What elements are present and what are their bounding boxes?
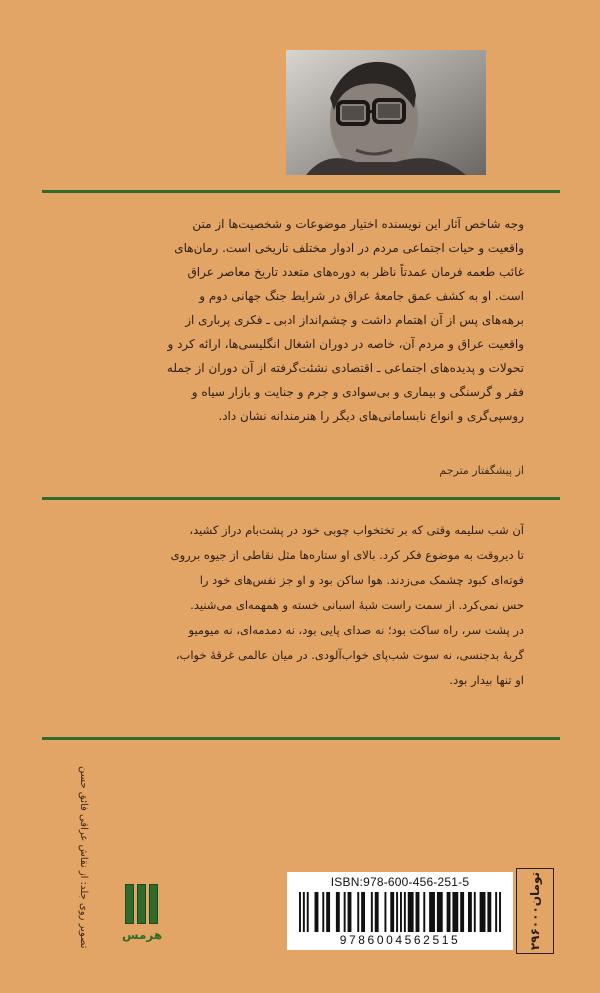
excerpt-line: گربهٔ بدجنسی، نه سوت شب‌پای خواب‌آلودی. در میان عالمی غرقهٔ خواب، bbox=[175, 648, 524, 662]
author-portrait-image bbox=[286, 50, 486, 175]
barcode bbox=[287, 872, 513, 950]
barcode-bar bbox=[315, 892, 319, 932]
barcode-bar bbox=[487, 892, 491, 932]
barcode-bar bbox=[384, 892, 386, 932]
barcode-bar bbox=[390, 892, 394, 932]
barcode-bar bbox=[326, 892, 330, 932]
barcode-bar bbox=[429, 892, 435, 932]
intro-line: تحولات و پدیده‌های اجتماعی ـ اقتصادی نشئت‌گرفته از آن دوران از جمله bbox=[166, 361, 524, 375]
bottom-divider bbox=[42, 737, 560, 740]
barcode-bar bbox=[495, 892, 497, 932]
intro-line: وجه شاخص آثار این نویسنده اختیار موضوعات و شخصیت‌ها از متن bbox=[192, 217, 524, 231]
barcode-bar bbox=[480, 892, 486, 932]
barcode-bar bbox=[299, 892, 301, 932]
middle-divider bbox=[42, 497, 560, 500]
intro-paragraph bbox=[60, 212, 524, 428]
barcode-bar bbox=[437, 892, 443, 932]
barcode-bar bbox=[371, 892, 373, 932]
barcode-bar bbox=[400, 892, 402, 932]
barcode-bar bbox=[423, 892, 425, 932]
barcode-digits: 9786004562515 bbox=[339, 933, 461, 947]
intro-line: فقر و گرسنگی و بیماری و بی‌سوادی و جرم و جنایت و بازار سیاه و bbox=[191, 385, 524, 399]
excerpt-line: تا دیروقت به موضوع فکر کرد. بالای او ستاره‌ها مثل نقاطی از جیوه برروی bbox=[170, 548, 524, 562]
isbn-label: ISBN:978-600-456-251-5 bbox=[330, 875, 470, 889]
barcode-bar bbox=[460, 892, 464, 932]
intro-line: واقعیت عراق و مردم آن، خاصه در دوران اشغال انگلیسی‌ها، ارائه کرد و bbox=[167, 337, 524, 351]
cover-credit: تصویر روی جلد: از نقاش عراقی فائق حسن bbox=[78, 766, 89, 949]
excerpt-line: حس نمی‌کرد. از سمت راست شبهٔ اسبانی خسته و همهمه‌ای می‌شنید. bbox=[190, 598, 524, 612]
barcode-bar bbox=[396, 892, 398, 932]
excerpt-line: فوته‌ای کبود چشمک می‌زدند. هوا ساکن بود و او جز نفس‌های خود را bbox=[199, 573, 524, 587]
price-tag bbox=[516, 868, 554, 954]
barcode-bar bbox=[404, 892, 406, 932]
barcode-bar bbox=[361, 892, 365, 932]
barcode-bar bbox=[348, 892, 352, 932]
price-label: ۲۹۶۰۰۰تومان bbox=[528, 871, 542, 951]
barcode-bar bbox=[474, 892, 476, 932]
barcode-bar bbox=[307, 892, 309, 932]
barcode-bar bbox=[336, 892, 340, 932]
barcode-bar bbox=[303, 892, 305, 932]
barcode-bar bbox=[357, 892, 359, 932]
top-divider bbox=[42, 190, 560, 193]
excerpt-line: در پشت سر، راه ساکت بود؛ نه صدای پایی بود، نه دمدمه‌ای، نه میومیو bbox=[188, 623, 524, 637]
source-note: از پیشگفتار مترجم bbox=[439, 464, 524, 477]
publisher-name: هرمس bbox=[122, 928, 163, 942]
intro-line: غائب طعمه فرمان عمدتاً ناظر به دوره‌های متعدد تاریخ معاصر عراق bbox=[187, 265, 524, 279]
author-photo bbox=[286, 50, 486, 175]
intro-line: واقعیت و حیات اجتماعی مردم در ادوار مختلف تاریخی است. رمان‌های bbox=[174, 241, 524, 255]
excerpt-line: آن شب سلیمه وقتی که بر تختخواب چوبی خود در پشت‌بام دراز کشید، bbox=[189, 523, 524, 537]
excerpt-paragraph bbox=[60, 518, 524, 693]
intro-line: روسپی‌گری و انواع نابسامانی‌های دیگر را هنرمندانه نشان داد. bbox=[218, 409, 524, 423]
publisher-logo bbox=[122, 880, 163, 944]
barcode-bars bbox=[299, 892, 501, 932]
barcode-bar bbox=[344, 892, 346, 932]
barcode-bar bbox=[322, 892, 324, 932]
barcode-bar bbox=[447, 892, 451, 932]
excerpt-line: او تنها بیدار بود. bbox=[449, 673, 524, 687]
barcode-bar bbox=[468, 892, 472, 932]
intro-line: است. او به کشف عمق جامعهٔ عراق در شرایط جنگ جهانی دوم و bbox=[199, 289, 524, 303]
intro-line: برهه‌های پس از آن اهتمام داشت و چشم‌انداز ادبی ـ فکری پرباری از bbox=[185, 313, 524, 327]
publisher-mark-icon bbox=[122, 880, 160, 924]
barcode-bar bbox=[375, 892, 379, 932]
barcode-bar bbox=[452, 892, 458, 932]
barcode-bar bbox=[408, 892, 414, 932]
barcode-bar bbox=[499, 892, 501, 932]
barcode-bar bbox=[416, 892, 420, 932]
